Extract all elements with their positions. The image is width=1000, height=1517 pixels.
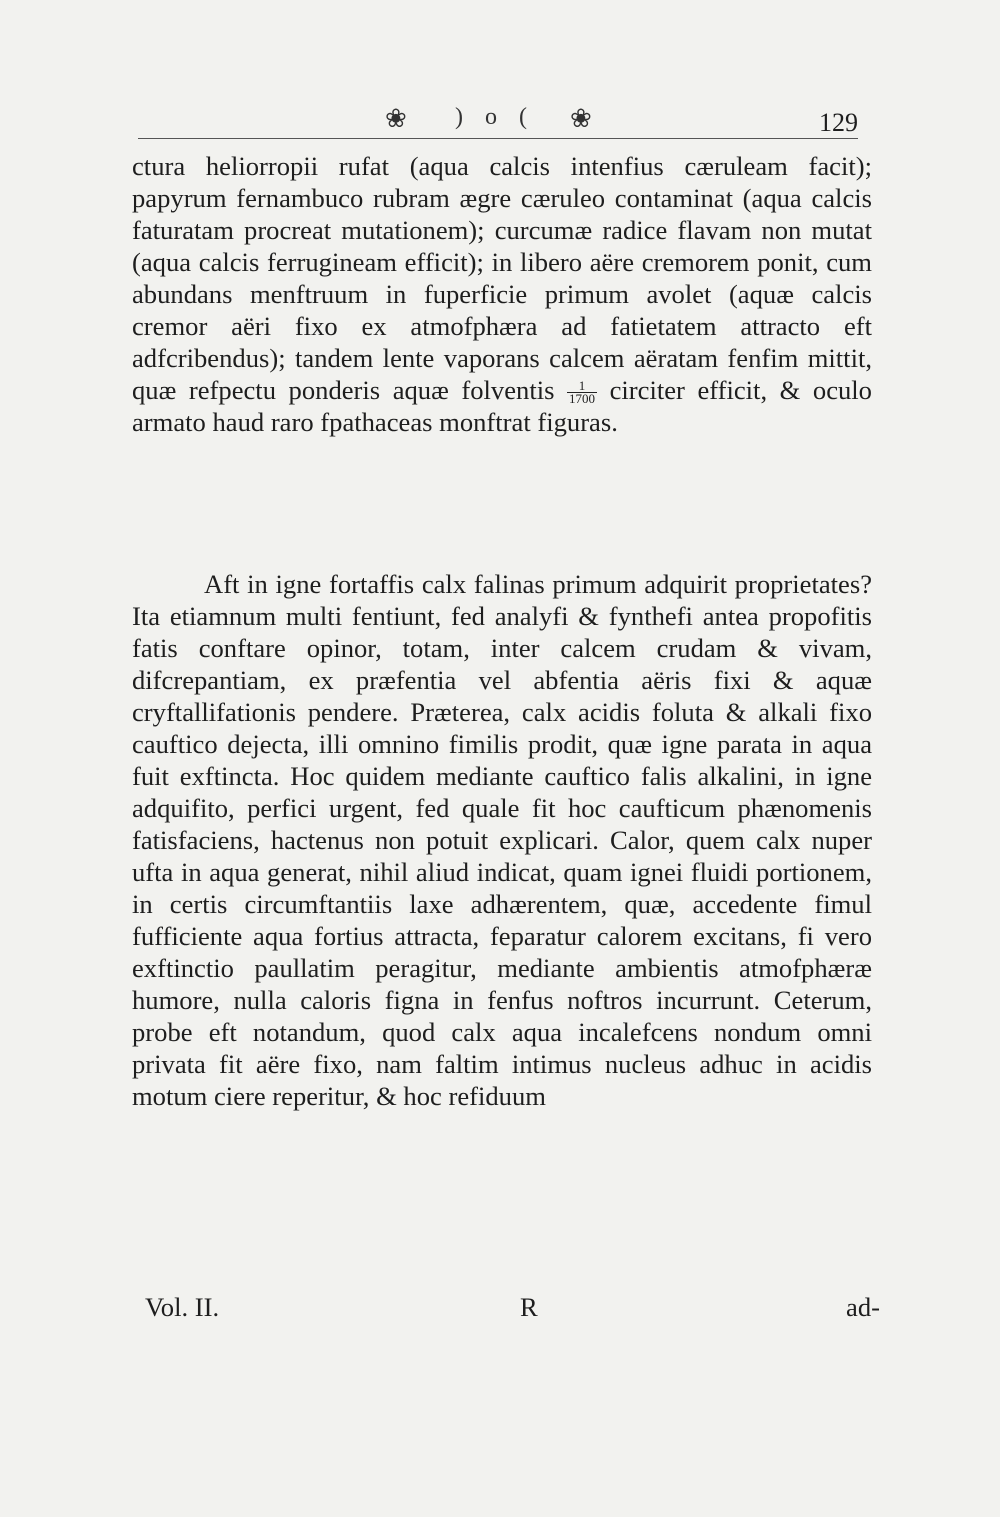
center-ornament: ) o ( xyxy=(455,104,535,130)
page-footer xyxy=(145,1292,880,1328)
paragraph-1-text-end: circiter efficit, & oculo armato haud raro fpathaceas monftrat figuras. xyxy=(132,375,872,437)
paragraph-1 xyxy=(132,150,872,438)
page-number: 129 xyxy=(819,108,858,137)
header-rule xyxy=(138,138,858,139)
signature-mark: R xyxy=(520,1292,538,1322)
fraction xyxy=(567,380,597,405)
paragraph-1-text-start: ctura heliorropii rufat (aqua calcis intenfius cæruleam facit); papyrum fernambuco rubram ægre cæruleo contaminat (aqua calcis faturatam procreat mutationem); curcumæ radice flavam non mutat (aqua calcis ferrugineam efficit); in libero aëre cremorem ponit, cum abundans menftruum in fuperficie primum avolet (aquæ calcis cremor aëri fixo ex atmofphæra ad fatietatem attracto eft adfcribendus); tandem lente vaporans calcem aëratam fenfim mittit, quæ refpectu ponderis aquæ folventis xyxy=(132,151,872,405)
left-ornament-icon: ❀ xyxy=(385,104,407,133)
running-header xyxy=(130,100,878,140)
fraction-denominator: 1700 xyxy=(569,391,596,407)
right-ornament-icon: ❀ xyxy=(570,104,592,133)
volume-label: Vol. II. xyxy=(145,1292,220,1322)
catchword: ad- xyxy=(846,1292,880,1322)
paragraph-2: Aft in igne fortaffis calx falinas primum adquirit proprietates? Ita etiamnum multi fentiunt, fed analyfi & fynthefi antea propofitis fatis conftare opinor, totam, inter calcem crudam & vivam, difcrepantiam, ex præfentia vel abfentia aëris fixi & aquæ cryftallifationis pendere. Præterea, calx acidis foluta & alkali fixo cauftico dejecta, illi omnino fimilis prodit, quæ igne parata in aqua fuit exftincta. Hoc quidem mediante cauftico falis alkalini, in igne adquifito, perfici urgent, fed quale fit hoc caufticum phænomenis fatisfaciens, hactenus non potuit explicari. Calor, quem calx nuper ufta in aqua generat, nihil aliud indicat, quam ignei fluidi portionem, in certis circumftantiis laxe adhærentem, quæ, accedente fimul fufficiente aqua fortius attracta, feparatur calorem excitans, fi vero exftinctio paullatim peragitur, mediante ambientis atmofphæræ humore, nulla caloris figna in fenfus noftros incurrunt. Ceterum, probe eft notandum, quod calx aqua incalefcens nondum omni privata fit aëre fixo, nam faltim intimus nucleus adhuc in acidis motum ciere reperitur, & hoc refiduum xyxy=(132,569,872,1111)
fraction-numerator: 1 xyxy=(567,380,597,393)
